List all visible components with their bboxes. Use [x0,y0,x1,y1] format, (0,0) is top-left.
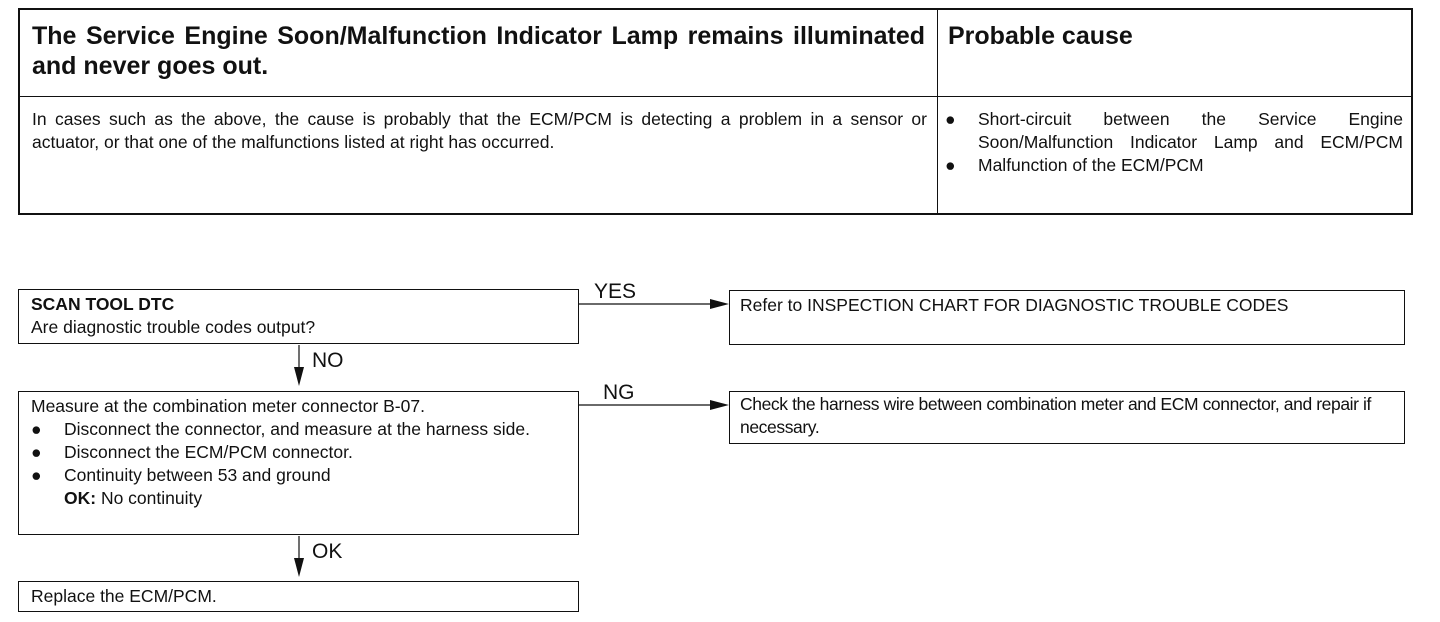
ok-criterion [31,487,566,510]
step-bullet-text: Disconnect the ECM/PCM connector. [64,442,353,462]
probable-cause-header: Probable cause [948,22,1133,50]
step-question: Are diagnostic trouble codes output? [31,317,316,337]
ok-criterion-key: OK: [64,488,97,508]
scan-tool-step [18,289,579,344]
bullet-icon: ● [945,109,956,129]
no-label: NO [312,349,344,372]
yes-result-text: Refer to INSPECTION CHART FOR DIAGNOSTIC TROUBLE CODES [740,295,1289,315]
cause-item-text: Short-circuit between the Service Engine Soon/Malfunction Indicator Lamp and ECM/PCM [978,109,1403,152]
replace-step [18,581,579,612]
step-title: SCAN TOOL DTC [31,294,175,314]
ng-label: NG [603,381,635,404]
symptom-description: In cases such as the above, the cause is probably that the ECM/PCM is detecting a problem in a sensor or actuator, or that one of the malfunctions listed at right has occurred. [32,109,927,152]
ng-result-box [729,391,1405,444]
bullet-icon: ● [31,465,42,485]
ng-arrowhead-icon [710,400,729,410]
ok-criterion-value: No continuity [100,488,203,508]
step-bullet-text: Continuity between 53 and ground [64,465,331,485]
replace-step-text: Replace the ECM/PCM. [31,586,217,606]
ok-arrowhead-icon [294,558,304,577]
step-bullet [31,464,566,487]
yes-label: YES [594,280,637,303]
measure-step [18,391,579,535]
bullet-icon: ● [31,442,42,462]
no-arrowhead-icon [294,367,304,386]
bullet-icon: ● [945,155,956,175]
step-bullet [31,441,566,464]
bullet-icon: ● [31,419,42,439]
ok-label: OK [312,540,343,563]
yes-result-box [729,290,1405,345]
cause-item-text: Malfunction of the ECM/PCM [978,155,1204,175]
yes-arrowhead-icon [710,299,729,309]
symptom-header: The Service Engine Soon/Malfunction Indicator Lamp remains illuminated and never goes out. [32,22,925,80]
ng-result-text: Check the harness wire between combination meter and ECM connector, and repair if necessary. [740,394,1372,437]
step-bullet [31,418,566,441]
step-bullet-text: Disconnect the connector, and measure at the harness side. [64,419,530,439]
step-intro: Measure at the combination meter connector B-07. [31,396,425,416]
